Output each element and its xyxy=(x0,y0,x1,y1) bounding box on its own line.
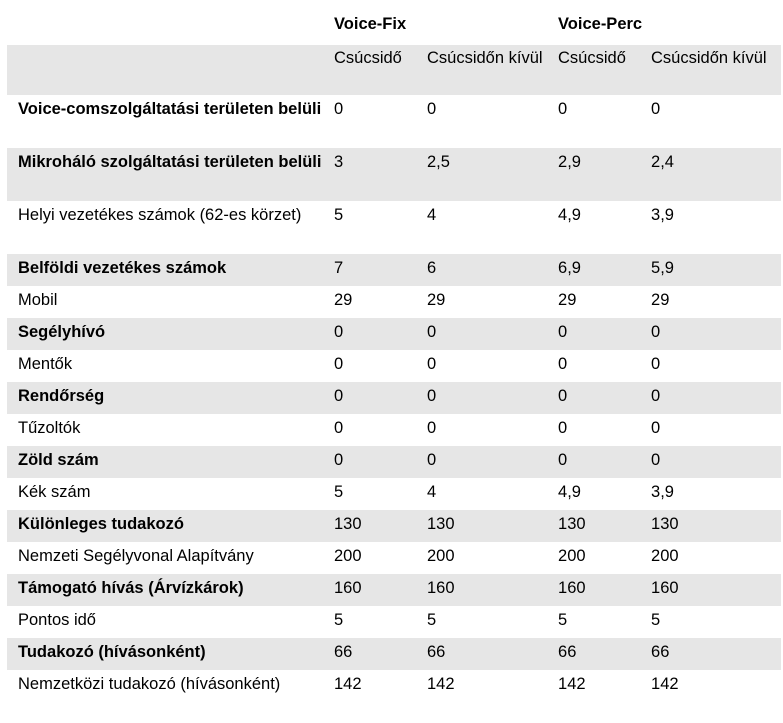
table-row xyxy=(7,318,781,350)
table-row xyxy=(7,510,781,542)
perc-peak-value: 29 xyxy=(558,291,577,309)
fix-offpeak-value: 0 xyxy=(416,382,547,414)
table-row xyxy=(7,574,781,606)
perc-offpeak-value: 29 xyxy=(651,291,670,309)
perc-peak-value: 6,9 xyxy=(547,254,640,286)
row-label: Nemzeti Segélyvonal Alapítvány xyxy=(18,547,254,565)
row-label: Tűzoltók xyxy=(18,419,81,437)
perc-peak-value: 200 xyxy=(558,547,586,565)
table-row xyxy=(7,148,781,201)
perc-offpeak-value: 0 xyxy=(640,382,781,414)
perc-peak-value: 0 xyxy=(547,446,640,478)
fix-peak-value: 0 xyxy=(323,446,416,478)
perc-peak-value: 160 xyxy=(547,574,640,606)
fix-offpeak-value: 0 xyxy=(427,100,437,118)
sub-header-perc-peak: Csúcsidő xyxy=(547,45,640,95)
fix-offpeak-value: 29 xyxy=(427,291,446,309)
perc-peak-value: 4,9 xyxy=(558,206,581,224)
fix-peak-value: 130 xyxy=(323,510,416,542)
table-row xyxy=(7,606,781,638)
row-label: Pontos idő xyxy=(18,611,96,629)
perc-offpeak-value: 5,9 xyxy=(640,254,781,286)
fix-peak-value: 0 xyxy=(334,355,344,373)
row-label: Voice-comszolgáltatási területen belüli xyxy=(18,100,322,118)
perc-offpeak-value: 5 xyxy=(651,611,661,629)
perc-offpeak-value: 160 xyxy=(640,574,781,606)
fix-peak-value: 7 xyxy=(323,254,416,286)
table-row xyxy=(7,286,781,318)
fix-peak-value: 5 xyxy=(334,611,344,629)
group-header-row xyxy=(7,8,781,45)
perc-peak-value: 5 xyxy=(558,611,568,629)
perc-offpeak-value: 3,9 xyxy=(651,206,674,224)
row-label: Kék szám xyxy=(18,483,91,501)
fix-offpeak-value: 66 xyxy=(416,638,547,670)
fix-peak-value: 0 xyxy=(334,419,344,437)
rates-table xyxy=(7,8,781,723)
perc-offpeak-value: 0 xyxy=(640,318,781,350)
group-header-voice-perc: Voice-Perc xyxy=(558,15,643,33)
row-label: Zöld szám xyxy=(7,446,323,478)
table-row xyxy=(7,446,781,478)
sub-header-perc-offpeak: Csúcsidőn kívül xyxy=(640,45,781,95)
table-row xyxy=(7,638,781,670)
perc-offpeak-value: 2,4 xyxy=(640,148,781,201)
fix-peak-value: 3 xyxy=(323,148,416,201)
row-label: Különleges tudakozó xyxy=(7,510,323,542)
sub-header-row xyxy=(7,45,781,95)
fix-offpeak-value: 200 xyxy=(427,547,455,565)
sub-header-fix-offpeak: Csúcsidőn kívül xyxy=(416,45,547,95)
perc-offpeak-value: 142 xyxy=(651,675,679,693)
perc-offpeak-value: 130 xyxy=(640,510,781,542)
fix-peak-value: 5 xyxy=(334,206,344,224)
table-row xyxy=(7,350,781,382)
fix-offpeak-value: 4 xyxy=(427,206,437,224)
row-label: Támogató hívás (Árvízkárok) xyxy=(7,574,323,606)
row-label: Nemzetközi tudakozó (hívásonként) xyxy=(18,675,281,693)
fix-peak-value: 160 xyxy=(323,574,416,606)
header-empty-cell xyxy=(7,8,323,45)
perc-peak-value: 2,9 xyxy=(547,148,640,201)
fix-offpeak-value: 4 xyxy=(427,483,437,501)
table-row xyxy=(7,414,781,446)
perc-peak-value: 130 xyxy=(547,510,640,542)
fix-peak-value: 0 xyxy=(323,318,416,350)
perc-peak-value: 66 xyxy=(547,638,640,670)
fix-peak-value: 5 xyxy=(334,483,344,501)
perc-peak-value: 0 xyxy=(558,100,568,118)
rates-body xyxy=(7,95,781,723)
fix-offpeak-value: 5 xyxy=(427,611,437,629)
fix-offpeak-value: 0 xyxy=(427,355,437,373)
fix-offpeak-value: 2,5 xyxy=(416,148,547,201)
group-header-voice-fix: Voice-Fix xyxy=(334,15,407,33)
table-row xyxy=(7,542,781,574)
row-label: Tudakozó (hívásonként) xyxy=(7,638,323,670)
table-row xyxy=(7,478,781,510)
table-row xyxy=(7,670,781,723)
row-label: Belföldi vezetékes számok xyxy=(7,254,323,286)
perc-peak-value: 0 xyxy=(558,355,568,373)
perc-offpeak-value: 200 xyxy=(651,547,679,565)
table-row xyxy=(7,95,781,148)
fix-peak-value: 142 xyxy=(334,675,362,693)
perc-peak-value: 142 xyxy=(558,675,586,693)
fix-peak-value: 29 xyxy=(334,291,353,309)
table-row xyxy=(7,254,781,286)
fix-offpeak-value: 0 xyxy=(416,446,547,478)
perc-offpeak-value: 66 xyxy=(640,638,781,670)
table-row xyxy=(7,382,781,414)
fix-peak-value: 200 xyxy=(334,547,362,565)
perc-peak-value: 0 xyxy=(558,419,568,437)
perc-peak-value: 0 xyxy=(547,382,640,414)
row-label: Rendőrség xyxy=(7,382,323,414)
fix-offpeak-value: 6 xyxy=(416,254,547,286)
fix-peak-value: 0 xyxy=(323,382,416,414)
row-label: Mikroháló szolgáltatási területen belüli xyxy=(7,148,323,201)
fix-offpeak-value: 0 xyxy=(427,419,437,437)
sub-header-empty-cell xyxy=(7,45,323,95)
perc-peak-value: 4,9 xyxy=(558,483,581,501)
row-label: Segélyhívó xyxy=(7,318,323,350)
perc-offpeak-value: 0 xyxy=(651,100,661,118)
row-label: Helyi vezetékes számok (62-es körzet) xyxy=(18,206,302,224)
sub-header-fix-peak: Csúcsidő xyxy=(323,45,416,95)
fix-offpeak-value: 142 xyxy=(427,675,455,693)
row-label: Mobil xyxy=(18,291,58,309)
row-label: Mentők xyxy=(18,355,73,373)
fix-peak-value: 66 xyxy=(323,638,416,670)
fix-offpeak-value: 130 xyxy=(416,510,547,542)
table-row xyxy=(7,201,781,254)
fix-offpeak-value: 160 xyxy=(416,574,547,606)
perc-offpeak-value: 0 xyxy=(651,419,661,437)
perc-offpeak-value: 3,9 xyxy=(651,483,674,501)
perc-peak-value: 0 xyxy=(547,318,640,350)
perc-offpeak-value: 0 xyxy=(651,355,661,373)
fix-offpeak-value: 0 xyxy=(416,318,547,350)
perc-offpeak-value: 0 xyxy=(640,446,781,478)
fix-peak-value: 0 xyxy=(334,100,344,118)
